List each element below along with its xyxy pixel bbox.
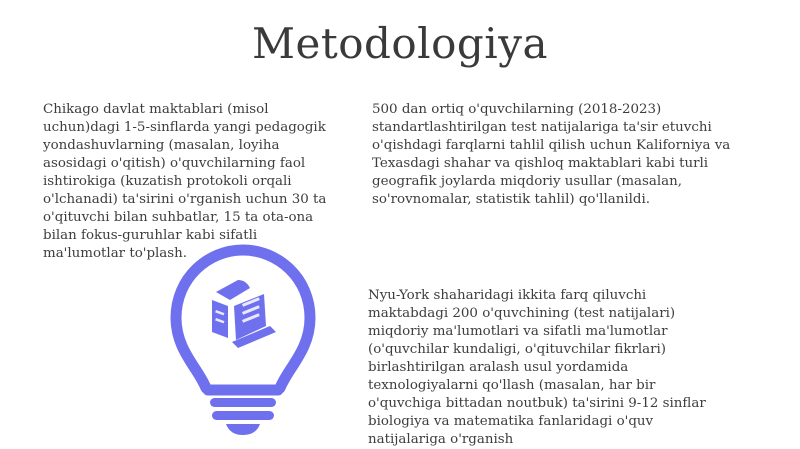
paragraph-mixed-methods: Nyu-York shaharidagi ikkita farq qiluvchi maktabdagi 200 o'quvchining (test natijalari) miqdoriy ma'lumotlari va sifatli ma'lumotlar (o'quvchilar kundaligi, o'qituvchilar fikrlari) birlashtirilgan aralash usul yordamida texnologiyalarni qo'llash (masalan, har bir o'quvchiga bittadan noutbuk) ta'sirini 9-12 sinflar biologiya va matematika fanlaridagi o'quv natijalariga o'rganish: [368, 288, 706, 447]
paragraph-quantitative: 500 dan ortiq o'quvchilarning (2018-2023) standartlashtirilgan test natijalariga ta'sir etuvchi o'qishdagi farqlarni tahlil qilish uchun Kaliforniya va Texasdagi shahar va qishloq maktablari kabi turli geografik joylarda miqdoriy usullar (masalan, so'rovnomalar, statistik tahlil) qo'llanildi.: [372, 102, 731, 207]
slide-title: Metodologiya: [251, 19, 548, 68]
paragraph-qualitative: Chikago davlat maktablari (misol uchun)dagi 1-5-sinflarda yangi pedagogik yondashuvlarning (masalan, loyiha asosidagi o'qitish) o'quvchilarning faol ishtirokiga (kuzatish protokoli orqali o'lchanadi) ta'sirini o'rganish uchun 30 ta o'qituvchi bilan suhbatlar, 15 ta ota-ona bilan fokus-guruhlar kabi sifatli ma'lumotlar to'plash.: [43, 102, 327, 261]
lightbulb-with-book-icon: [168, 240, 318, 440]
